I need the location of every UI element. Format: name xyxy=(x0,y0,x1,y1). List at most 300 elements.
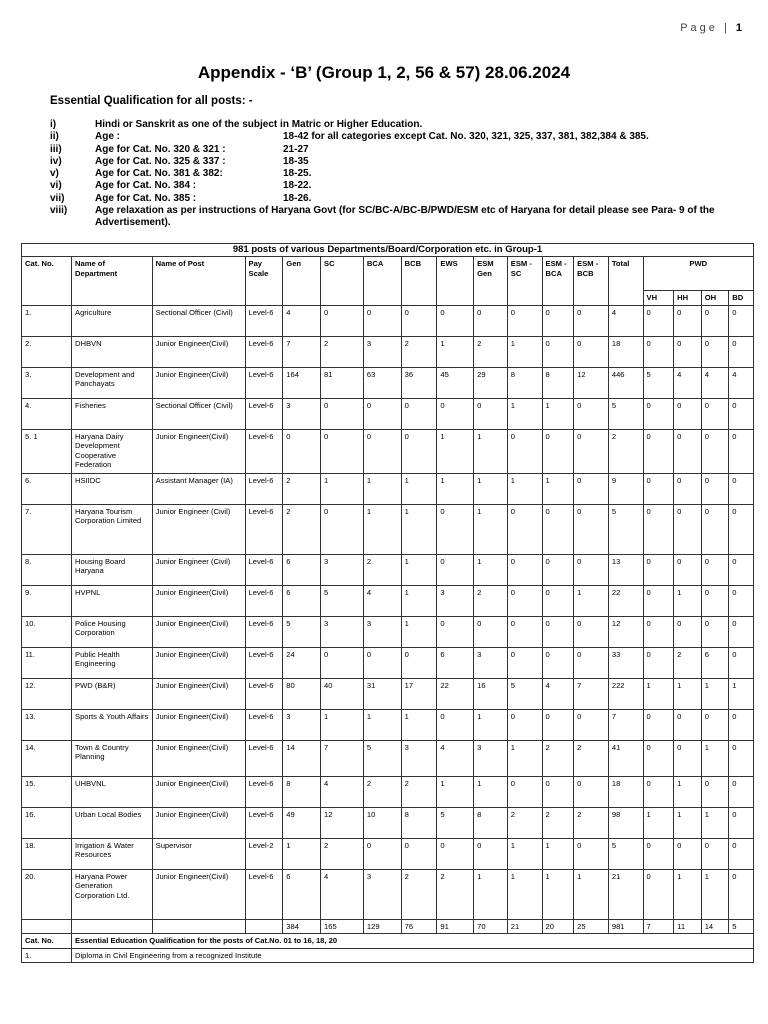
esm-gen-cell: 1 xyxy=(474,776,508,807)
vh-cell: 0 xyxy=(643,647,674,678)
department-cell: DHBVN xyxy=(72,336,153,367)
gen-cell: 80 xyxy=(283,678,321,709)
bcb-cell: 1 xyxy=(401,554,437,585)
bcb-cell: 2 xyxy=(401,336,437,367)
hh-cell: 0 xyxy=(674,398,702,429)
sc-cell: 81 xyxy=(321,367,364,398)
bd-cell: 4 xyxy=(729,367,754,398)
vh-cell: 0 xyxy=(643,869,674,919)
cat-no-cell: 14. xyxy=(22,740,72,776)
table-row xyxy=(22,554,754,585)
table-row xyxy=(22,616,754,647)
ews-cell: 0 xyxy=(437,398,474,429)
cat-no-cell: 6. xyxy=(22,473,72,504)
total-cell: 11 xyxy=(674,919,702,933)
oh-cell: 4 xyxy=(701,367,729,398)
department-cell: Urban Local Bodies xyxy=(72,807,153,838)
item-number: viii) xyxy=(50,205,68,217)
esm-sc-cell: 0 xyxy=(507,585,542,616)
total-cell: 21 xyxy=(608,869,643,919)
department-cell: Agriculture xyxy=(72,305,153,336)
pay-scale-cell: Level-6 xyxy=(245,367,283,398)
qualification-item xyxy=(50,168,740,180)
gen-cell: 1 xyxy=(283,838,321,869)
oh-cell: 0 xyxy=(701,554,729,585)
bcb-cell: 0 xyxy=(401,429,437,473)
pay-scale-cell: Level-6 xyxy=(245,740,283,776)
bcb-cell: 0 xyxy=(401,398,437,429)
esm-bcb-cell: 1 xyxy=(574,585,609,616)
total-cell: 98 xyxy=(608,807,643,838)
total-cell: 7 xyxy=(643,919,674,933)
header-department: Name of Department xyxy=(72,257,153,305)
esm-bca-cell: 0 xyxy=(542,776,574,807)
total-cell: 25 xyxy=(574,919,609,933)
esm-gen-cell: 1 xyxy=(474,504,508,554)
header-pwd: PWD xyxy=(643,257,753,291)
pay-scale-cell: Level-6 xyxy=(245,616,283,647)
header-sc: SC xyxy=(321,257,364,305)
vh-cell: 0 xyxy=(643,776,674,807)
item-label: Age : xyxy=(95,131,120,143)
bcb-cell: 0 xyxy=(401,838,437,869)
esm-bcb-cell: 0 xyxy=(574,616,609,647)
item-value: 18-26. xyxy=(283,192,312,204)
esm-gen-cell: 2 xyxy=(474,585,508,616)
oh-cell: 0 xyxy=(701,398,729,429)
oh-cell: 1 xyxy=(701,807,729,838)
post-cell: Junior Engineer(Civil) xyxy=(152,367,245,398)
sc-cell: 12 xyxy=(321,807,364,838)
vh-cell: 0 xyxy=(643,305,674,336)
total-cell: 12 xyxy=(608,616,643,647)
cat-no-cell: 9. xyxy=(22,585,72,616)
total-cell: 7 xyxy=(608,709,643,740)
department-cell: Irrigation & Water Resources xyxy=(72,838,153,869)
esm-sc-cell: 0 xyxy=(507,647,542,678)
vh-cell: 0 xyxy=(643,398,674,429)
ews-cell: 4 xyxy=(437,740,474,776)
oh-cell: 1 xyxy=(701,678,729,709)
bd-cell: 0 xyxy=(729,709,754,740)
esm-sc-cell: 0 xyxy=(507,709,542,740)
esm-sc-cell: 0 xyxy=(507,305,542,336)
hh-cell: 0 xyxy=(674,305,702,336)
esm-gen-cell: 1 xyxy=(474,473,508,504)
bca-cell: 31 xyxy=(363,678,401,709)
post-cell: Junior Engineer(Civil) xyxy=(152,429,245,473)
esm-bcb-cell: 0 xyxy=(574,647,609,678)
gen-cell: 24 xyxy=(283,647,321,678)
vh-cell: 0 xyxy=(643,838,674,869)
bca-cell: 63 xyxy=(363,367,401,398)
sc-cell: 1 xyxy=(321,473,364,504)
esm-bcb-cell: 7 xyxy=(574,678,609,709)
esm-bcb-cell: 0 xyxy=(574,398,609,429)
page-title: Appendix - ‘B’ (Group 1, 2, 56 & 57) 28.06.2024 xyxy=(197,63,571,82)
total-cell: 5 xyxy=(729,919,754,933)
ews-cell: 1 xyxy=(437,429,474,473)
esm-bca-cell: 4 xyxy=(542,678,574,709)
hh-cell: 1 xyxy=(674,776,702,807)
esm-bcb-cell: 0 xyxy=(574,838,609,869)
post-cell: Supervisor xyxy=(152,838,245,869)
esm-sc-cell: 1 xyxy=(507,869,542,919)
total-cell: 129 xyxy=(363,919,401,933)
esm-bca-cell: 1 xyxy=(542,838,574,869)
total-cell: 18 xyxy=(608,336,643,367)
pay-scale-cell: Level-6 xyxy=(245,709,283,740)
table-row xyxy=(22,429,754,473)
esm-bca-cell: 0 xyxy=(542,429,574,473)
cat-no-cell: 3. xyxy=(22,367,72,398)
item-number: ii) xyxy=(50,131,59,143)
sc-cell: 3 xyxy=(321,554,364,585)
esm-bca-cell: 0 xyxy=(542,616,574,647)
esm-bcb-cell: 0 xyxy=(574,305,609,336)
bd-cell: 0 xyxy=(729,869,754,919)
sc-cell: 2 xyxy=(321,838,364,869)
gen-cell: 6 xyxy=(283,869,321,919)
esm-gen-cell: 0 xyxy=(474,398,508,429)
item-label: Age for Cat. No. 384 : xyxy=(95,180,197,192)
total-cell: 222 xyxy=(608,678,643,709)
bca-cell: 1 xyxy=(363,504,401,554)
esm-bcb-cell: 2 xyxy=(574,740,609,776)
esm-sc-cell: 1 xyxy=(507,838,542,869)
table-row xyxy=(22,776,754,807)
total-cell: 446 xyxy=(608,367,643,398)
sc-cell: 1 xyxy=(321,709,364,740)
bca-cell: 0 xyxy=(363,647,401,678)
header-esm-sc: ESM -SC xyxy=(507,257,542,305)
total-cell: 981 xyxy=(608,919,643,933)
page-label: Page xyxy=(680,22,718,34)
esm-bca-cell: 0 xyxy=(542,585,574,616)
table-caption: 981 posts of various Departments/Board/Corporation etc. in Group-1 xyxy=(22,244,754,257)
header-post: Name of Post xyxy=(152,257,245,305)
hh-cell: 1 xyxy=(674,585,702,616)
ews-cell: 45 xyxy=(437,367,474,398)
header-hh: HH xyxy=(674,291,702,305)
esm-gen-cell: 3 xyxy=(474,740,508,776)
cat-no-cell: 13. xyxy=(22,709,72,740)
vh-cell: 0 xyxy=(643,554,674,585)
page-number: Page | 1 xyxy=(680,22,742,34)
pay-scale-cell: Level-6 xyxy=(245,585,283,616)
hh-cell: 1 xyxy=(674,678,702,709)
bca-cell: 2 xyxy=(363,554,401,585)
page-number-value: 1 xyxy=(735,22,742,34)
pay-scale-cell: Level-6 xyxy=(245,305,283,336)
totals-row xyxy=(22,919,754,933)
pay-scale-cell: Level-6 xyxy=(245,776,283,807)
cat-no-cell: 2. xyxy=(22,336,72,367)
post-cell: Sectional Officer (Civil) xyxy=(152,305,245,336)
esm-bca-cell: 0 xyxy=(542,504,574,554)
bca-cell: 4 xyxy=(363,585,401,616)
bcb-cell: 1 xyxy=(401,473,437,504)
hh-cell: 0 xyxy=(674,429,702,473)
department-cell: UHBVNL xyxy=(72,776,153,807)
qualification-item xyxy=(50,205,740,230)
table-row xyxy=(22,398,754,429)
hh-cell: 0 xyxy=(674,838,702,869)
esm-sc-cell: 0 xyxy=(507,616,542,647)
department-cell: Haryana Dairy Development Cooperative Federation xyxy=(72,429,153,473)
bca-cell: 2 xyxy=(363,776,401,807)
esm-gen-cell: 0 xyxy=(474,616,508,647)
total-cell: 14 xyxy=(701,919,729,933)
esm-bca-cell: 0 xyxy=(542,709,574,740)
qualification-item xyxy=(50,180,740,192)
cat-no-cell: 7. xyxy=(22,504,72,554)
pay-scale-cell: Level-6 xyxy=(245,807,283,838)
department-cell: Public Health Engineering xyxy=(72,647,153,678)
post-cell: Junior Engineer(Civil) xyxy=(152,336,245,367)
bd-cell: 0 xyxy=(729,838,754,869)
item-value: 18-22. xyxy=(283,180,312,192)
cat-no-cell: 5. 1 xyxy=(22,429,72,473)
total-cell: 2 xyxy=(608,429,643,473)
post-cell: Junior Engineer(Civil) xyxy=(152,776,245,807)
item-number: vii) xyxy=(50,192,65,204)
pay-scale-cell: Level-6 xyxy=(245,473,283,504)
gen-cell: 6 xyxy=(283,554,321,585)
bca-cell: 3 xyxy=(363,336,401,367)
pay-scale-cell: Level-6 xyxy=(245,869,283,919)
esm-bca-cell: 0 xyxy=(542,336,574,367)
header-cat-no: Cat. No. xyxy=(22,257,72,305)
sc-cell: 40 xyxy=(321,678,364,709)
ews-cell: 2 xyxy=(437,869,474,919)
vh-cell: 0 xyxy=(643,585,674,616)
bcb-cell: 8 xyxy=(401,807,437,838)
gen-cell: 3 xyxy=(283,398,321,429)
department-cell: HSIIDC xyxy=(72,473,153,504)
cat-no-cell: 18. xyxy=(22,838,72,869)
ews-cell: 1 xyxy=(437,776,474,807)
esm-bcb-cell: 0 xyxy=(574,776,609,807)
post-cell: Junior Engineer (Civil) xyxy=(152,504,245,554)
education-text: Diploma in Civil Engineering from a recognized Institute xyxy=(72,948,754,962)
item-value: 18-42 for all categories except Cat. No. 320, 321, 325, 337, 381, 382,384 & 385. xyxy=(283,131,649,143)
department-cell: Haryana Power Generation Corporation Ltd. xyxy=(72,869,153,919)
post-cell: Junior Engineer (Civil) xyxy=(152,554,245,585)
total-cell: 76 xyxy=(401,919,437,933)
table-row xyxy=(22,807,754,838)
table-row xyxy=(22,740,754,776)
header-esm-bca: ESM -BCA xyxy=(542,257,574,305)
sc-cell: 0 xyxy=(321,398,364,429)
total-cell: 33 xyxy=(608,647,643,678)
esm-sc-cell: 8 xyxy=(507,367,542,398)
bd-cell: 0 xyxy=(729,429,754,473)
pay-scale-cell: Level-6 xyxy=(245,336,283,367)
bca-cell: 3 xyxy=(363,616,401,647)
header-bcb: BCB xyxy=(401,257,437,305)
bca-cell: 0 xyxy=(363,429,401,473)
oh-cell: 0 xyxy=(701,709,729,740)
bd-cell: 0 xyxy=(729,336,754,367)
cat-no-cell: 11. xyxy=(22,647,72,678)
item-label: Age for Cat. No. 385 : xyxy=(95,192,197,204)
education-header-row xyxy=(22,934,754,948)
pay-scale-cell: Level-6 xyxy=(245,429,283,473)
total-cell: 91 xyxy=(437,919,474,933)
header-gen: Gen xyxy=(283,257,321,305)
bd-cell: 0 xyxy=(729,585,754,616)
header-pay-scale: Pay Scale xyxy=(245,257,283,305)
esm-bcb-cell: 0 xyxy=(574,709,609,740)
esm-sc-cell: 0 xyxy=(507,776,542,807)
cat-no-cell: 10. xyxy=(22,616,72,647)
post-cell: Assistant Manager (IA) xyxy=(152,473,245,504)
esm-sc-cell: 5 xyxy=(507,678,542,709)
esm-bcb-cell: 0 xyxy=(574,336,609,367)
gen-cell: 14 xyxy=(283,740,321,776)
sc-cell: 2 xyxy=(321,336,364,367)
header-bd: BD xyxy=(729,291,754,305)
cat-no-cell: 12. xyxy=(22,678,72,709)
post-cell: Junior Engineer(Civil) xyxy=(152,869,245,919)
pay-scale-cell: Level-6 xyxy=(245,504,283,554)
bcb-cell: 2 xyxy=(401,869,437,919)
table-row xyxy=(22,504,754,554)
sc-cell: 0 xyxy=(321,429,364,473)
total-cell: 9 xyxy=(608,473,643,504)
item-number: i) xyxy=(50,119,57,130)
ews-cell: 0 xyxy=(437,504,474,554)
education-row xyxy=(22,948,754,962)
bca-cell: 1 xyxy=(363,473,401,504)
ews-cell: 0 xyxy=(437,616,474,647)
hh-cell: 1 xyxy=(674,807,702,838)
gen-cell: 2 xyxy=(283,473,321,504)
esm-sc-cell: 0 xyxy=(507,429,542,473)
total-cell: 384 xyxy=(283,919,321,933)
bd-cell: 0 xyxy=(729,554,754,585)
esm-bcb-cell: 0 xyxy=(574,504,609,554)
esm-gen-cell: 2 xyxy=(474,336,508,367)
bcb-cell: 17 xyxy=(401,678,437,709)
bca-cell: 3 xyxy=(363,869,401,919)
esm-bca-cell: 1 xyxy=(542,473,574,504)
table-cell xyxy=(152,919,245,933)
oh-cell: 0 xyxy=(701,336,729,367)
esm-bca-cell: 1 xyxy=(542,869,574,919)
esm-bca-cell: 0 xyxy=(542,647,574,678)
esm-sc-cell: 1 xyxy=(507,336,542,367)
oh-cell: 1 xyxy=(701,740,729,776)
oh-cell: 0 xyxy=(701,504,729,554)
ews-cell: 22 xyxy=(437,678,474,709)
header-oh: OH xyxy=(701,291,729,305)
ews-cell: 5 xyxy=(437,807,474,838)
qualification-item xyxy=(50,144,740,156)
gen-cell: 2 xyxy=(283,504,321,554)
table-cell xyxy=(22,919,72,933)
vh-cell: 0 xyxy=(643,709,674,740)
gen-cell: 49 xyxy=(283,807,321,838)
esm-sc-cell: 1 xyxy=(507,398,542,429)
sc-cell: 0 xyxy=(321,305,364,336)
table-row xyxy=(22,473,754,504)
bcb-cell: 1 xyxy=(401,616,437,647)
ews-cell: 3 xyxy=(437,585,474,616)
gen-cell: 0 xyxy=(283,429,321,473)
esm-bca-cell: 2 xyxy=(542,807,574,838)
bcb-cell: 0 xyxy=(401,305,437,336)
esm-sc-cell: 2 xyxy=(507,807,542,838)
total-cell: 5 xyxy=(608,398,643,429)
education-cat-no: 1. xyxy=(22,948,72,962)
hh-cell: 0 xyxy=(674,740,702,776)
esm-gen-cell: 16 xyxy=(474,678,508,709)
department-cell: HVPNL xyxy=(72,585,153,616)
bca-cell: 0 xyxy=(363,838,401,869)
hh-cell: 0 xyxy=(674,709,702,740)
gen-cell: 5 xyxy=(283,616,321,647)
qualification-list xyxy=(50,119,740,230)
oh-cell: 0 xyxy=(701,473,729,504)
total-cell: 18 xyxy=(608,776,643,807)
post-cell: Junior Engineer(Civil) xyxy=(152,585,245,616)
department-cell: Police Housing Corporation xyxy=(72,616,153,647)
sc-cell: 4 xyxy=(321,776,364,807)
vh-cell: 0 xyxy=(643,473,674,504)
post-cell: Junior Engineer(Civil) xyxy=(152,616,245,647)
pay-scale-cell: Level-6 xyxy=(245,554,283,585)
esm-bca-cell: 1 xyxy=(542,398,574,429)
esm-sc-cell: 0 xyxy=(507,504,542,554)
bca-cell: 0 xyxy=(363,398,401,429)
table-row xyxy=(22,678,754,709)
item-number: vi) xyxy=(50,180,62,192)
esm-gen-cell: 3 xyxy=(474,647,508,678)
esm-gen-cell: 29 xyxy=(474,367,508,398)
bd-cell: 0 xyxy=(729,776,754,807)
vh-cell: 5 xyxy=(643,367,674,398)
department-cell: Haryana Tourism Corporation Limited xyxy=(72,504,153,554)
bd-cell: 0 xyxy=(729,398,754,429)
hh-cell: 4 xyxy=(674,367,702,398)
bd-cell: 0 xyxy=(729,305,754,336)
post-cell: Junior Engineer(Civil) xyxy=(152,740,245,776)
item-number: v) xyxy=(50,168,59,180)
cat-no-cell: 20. xyxy=(22,869,72,919)
esm-bcb-cell: 1 xyxy=(574,869,609,919)
esm-gen-cell: 8 xyxy=(474,807,508,838)
bcb-cell: 3 xyxy=(401,740,437,776)
vh-cell: 0 xyxy=(643,740,674,776)
bd-cell: 0 xyxy=(729,740,754,776)
ews-cell: 1 xyxy=(437,473,474,504)
table-footer xyxy=(22,919,754,962)
total-cell: 4 xyxy=(608,305,643,336)
vh-cell: 0 xyxy=(643,336,674,367)
hh-cell: 0 xyxy=(674,616,702,647)
cat-no-cell: 16. xyxy=(22,807,72,838)
esm-sc-cell: 0 xyxy=(507,554,542,585)
oh-cell: 0 xyxy=(701,616,729,647)
oh-cell: 0 xyxy=(701,838,729,869)
oh-cell: 0 xyxy=(701,776,729,807)
esm-gen-cell: 1 xyxy=(474,869,508,919)
bd-cell: 0 xyxy=(729,647,754,678)
bd-cell: 0 xyxy=(729,616,754,647)
bca-cell: 1 xyxy=(363,709,401,740)
